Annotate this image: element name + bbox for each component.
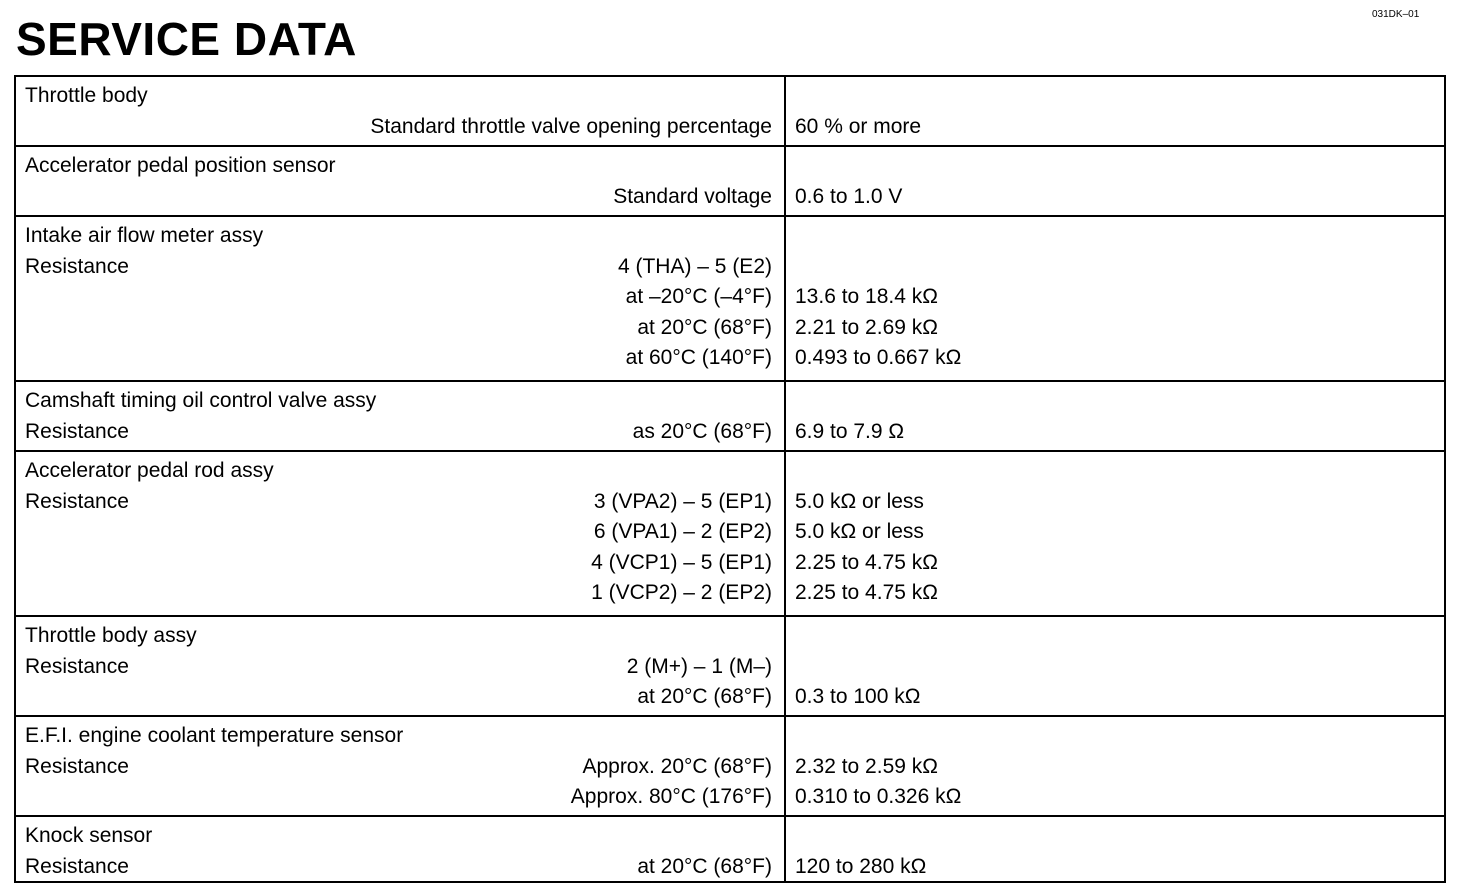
spec-row bbox=[25, 852, 772, 883]
spec-value-column bbox=[786, 717, 1444, 815]
spec-item-column bbox=[16, 217, 786, 380]
spec-row-value: 120 to 280 kΩ bbox=[795, 854, 927, 878]
spec-row-condition: as 20°C (68°F) bbox=[632, 419, 772, 443]
service-data-table bbox=[14, 75, 1446, 883]
spec-item-column bbox=[16, 147, 786, 215]
spec-row-value: 0.493 to 0.667 kΩ bbox=[795, 346, 962, 369]
spec-row-value: 0.310 to 0.326 kΩ bbox=[795, 785, 962, 808]
spec-row-condition: at 60°C (140°F) bbox=[625, 346, 772, 369]
spec-item-column bbox=[16, 817, 786, 881]
spec-row-condition: 4 (VCP1) – 5 (EP1) bbox=[591, 550, 772, 574]
spec-row-value: 60 % or more bbox=[795, 114, 922, 138]
spec-row-condition: at –20°C (–4°F) bbox=[625, 285, 772, 308]
spec-row-value: 6.9 to 7.9 Ω bbox=[795, 419, 905, 443]
spec-row bbox=[25, 112, 772, 143]
spec-row bbox=[25, 782, 772, 813]
spec-section bbox=[16, 77, 1444, 147]
spec-value-column bbox=[786, 217, 1444, 380]
spec-row bbox=[25, 652, 772, 683]
spec-row-value bbox=[795, 252, 1436, 283]
spec-row-value: 5.0 kΩ or less bbox=[795, 489, 924, 513]
spec-row bbox=[25, 282, 772, 313]
spec-section bbox=[16, 147, 1444, 217]
spec-row-value: 2.21 to 2.69 kΩ bbox=[795, 315, 938, 339]
spec-row bbox=[25, 417, 772, 448]
spec-row-condition: 3 (VPA2) – 5 (EP1) bbox=[593, 489, 772, 513]
spec-row-condition: Approx. 20°C (68°F) bbox=[582, 754, 772, 778]
spec-row-condition: 4 (THA) – 5 (E2) bbox=[617, 254, 772, 278]
spec-row bbox=[25, 578, 772, 609]
spec-row-label: Resistance bbox=[25, 489, 129, 513]
spec-section bbox=[16, 452, 1444, 617]
spec-value-column bbox=[786, 617, 1444, 715]
spec-row-value: 0.3 to 100 kΩ bbox=[795, 685, 921, 708]
spec-row-value: 2.25 to 4.75 kΩ bbox=[795, 581, 938, 604]
spec-section bbox=[16, 217, 1444, 382]
spec-item-column bbox=[16, 77, 786, 145]
spec-section-heading: Camshaft timing oil control valve assy bbox=[25, 389, 377, 412]
spec-section-heading: Intake air flow meter assy bbox=[25, 224, 264, 247]
spec-section bbox=[16, 382, 1444, 452]
spec-row-condition: Standard throttle valve opening percentage bbox=[370, 114, 772, 138]
spec-row-value: 2.25 to 4.75 kΩ bbox=[795, 550, 938, 574]
spec-row-condition: at 20°C (68°F) bbox=[637, 685, 772, 708]
spec-row-label: Resistance bbox=[25, 419, 129, 443]
spec-row bbox=[25, 682, 772, 713]
spec-row bbox=[25, 487, 772, 518]
spec-row bbox=[25, 313, 772, 344]
spec-row-condition: at 20°C (68°F) bbox=[637, 315, 772, 339]
spec-section-heading: Throttle body assy bbox=[25, 624, 197, 647]
spec-row-label: Resistance bbox=[25, 254, 129, 278]
spec-item-column bbox=[16, 452, 786, 615]
spec-section-heading: Knock sensor bbox=[25, 824, 153, 847]
spec-section-heading: E.F.I. engine coolant temperature sensor bbox=[25, 724, 404, 747]
spec-section bbox=[16, 817, 1444, 881]
document-code: 031DK–01 bbox=[1372, 9, 1420, 20]
spec-section-heading: Accelerator pedal position sensor bbox=[25, 154, 336, 177]
page-title: SERVICE DATA bbox=[16, 13, 357, 65]
spec-row bbox=[25, 517, 772, 548]
spec-row-value: 0.6 to 1.0 V bbox=[795, 184, 903, 208]
spec-section bbox=[16, 617, 1444, 717]
spec-row-condition: 1 (VCP2) – 2 (EP2) bbox=[591, 581, 772, 604]
spec-value-column bbox=[786, 382, 1444, 450]
spec-value-column bbox=[786, 147, 1444, 215]
spec-row-condition: Standard voltage bbox=[613, 184, 772, 208]
spec-row-condition: at 20°C (68°F) bbox=[637, 854, 772, 878]
spec-row-label: Resistance bbox=[25, 754, 129, 778]
spec-section-heading: Throttle body bbox=[25, 84, 148, 107]
spec-row-value: 5.0 kΩ or less bbox=[795, 520, 924, 543]
spec-section bbox=[16, 717, 1444, 817]
spec-row bbox=[25, 252, 772, 283]
spec-row-condition: Approx. 80°C (176°F) bbox=[570, 785, 772, 808]
spec-row bbox=[25, 548, 772, 579]
spec-item-column bbox=[16, 717, 786, 815]
spec-row bbox=[25, 343, 772, 374]
spec-row-value: 13.6 to 18.4 kΩ bbox=[795, 285, 938, 308]
spec-item-column bbox=[16, 617, 786, 715]
spec-row-label: Resistance bbox=[25, 654, 129, 678]
spec-row-label: Resistance bbox=[25, 854, 129, 878]
spec-value-column bbox=[786, 77, 1444, 145]
spec-row-value: 2.32 to 2.59 kΩ bbox=[795, 754, 938, 778]
spec-row-condition: 2 (M+) – 1 (M–) bbox=[626, 654, 772, 678]
spec-item-column bbox=[16, 382, 786, 450]
spec-section-heading: Accelerator pedal rod assy bbox=[25, 459, 274, 482]
spec-value-column bbox=[786, 452, 1444, 615]
spec-row-value bbox=[795, 652, 1436, 683]
spec-row bbox=[25, 752, 772, 783]
spec-row-condition: 6 (VPA1) – 2 (EP2) bbox=[593, 520, 772, 543]
spec-value-column bbox=[786, 817, 1444, 881]
spec-row bbox=[25, 182, 772, 213]
